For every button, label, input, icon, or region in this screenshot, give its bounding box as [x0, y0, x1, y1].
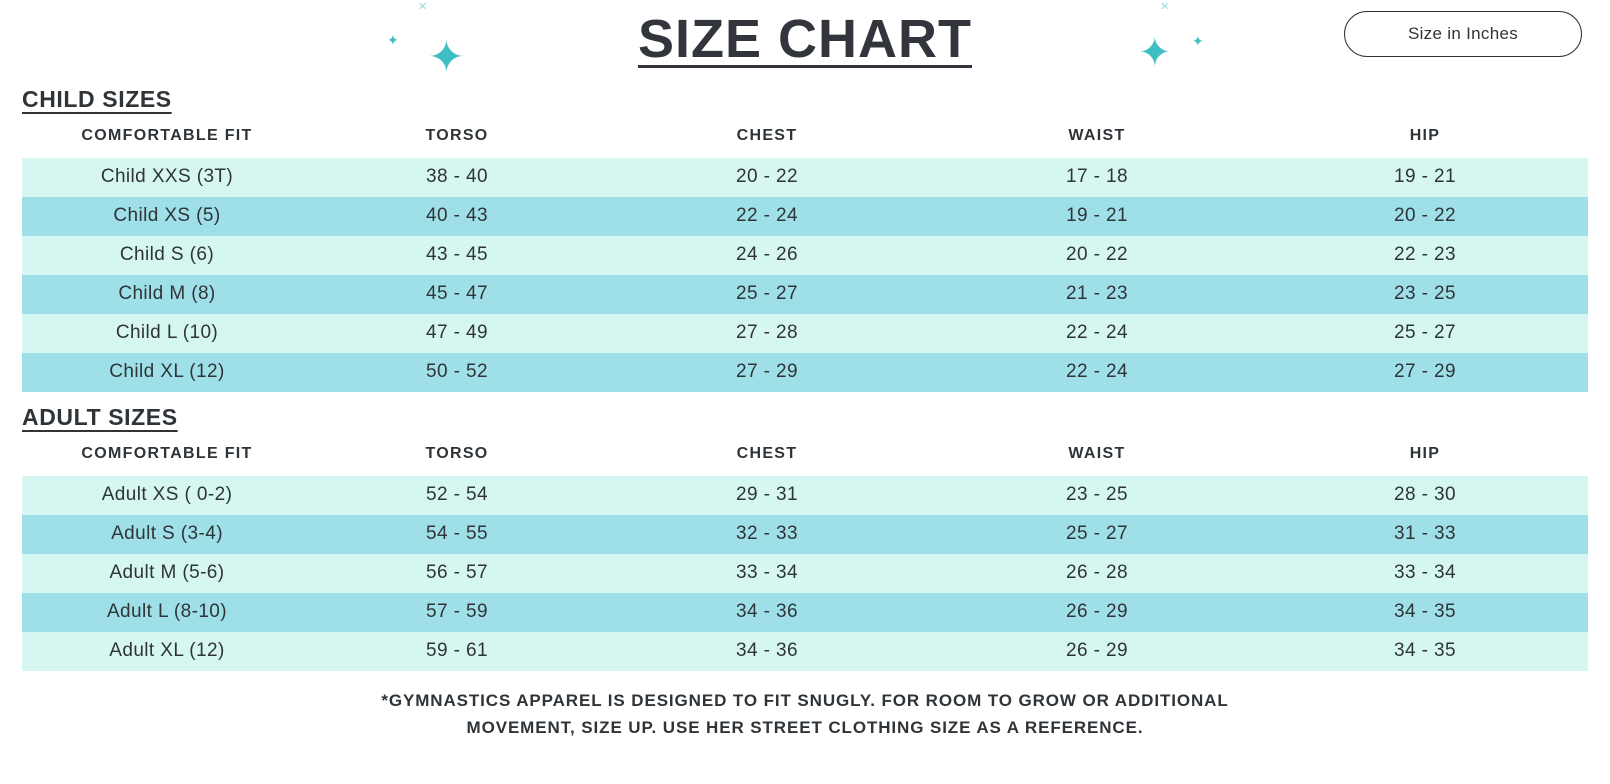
- table-row: [22, 554, 1588, 593]
- adult-sizes-heading: ADULT SIZES: [22, 404, 178, 430]
- cell-torso: 45 - 47: [312, 275, 602, 314]
- cell-hip: 23 - 25: [1262, 275, 1588, 314]
- cell-hip: 19 - 21: [1262, 158, 1588, 197]
- cell-chest: 22 - 24: [602, 197, 932, 236]
- cell-hip: 27 - 29: [1262, 353, 1588, 392]
- cell-torso: 43 - 45: [312, 236, 602, 275]
- column-header-torso: TORSO: [425, 127, 489, 144]
- page-title: SIZE CHART: [638, 9, 972, 69]
- table-row: [22, 236, 1588, 275]
- cell-torso: 38 - 40: [312, 158, 602, 197]
- column-header-hip: HIP: [1409, 445, 1441, 462]
- cell-chest: 27 - 29: [602, 353, 932, 392]
- cell-waist: 25 - 27: [932, 515, 1262, 554]
- cell-hip: 33 - 34: [1262, 554, 1588, 593]
- cell-hip: 31 - 33: [1262, 515, 1588, 554]
- column-header-hip: HIP: [1409, 127, 1441, 144]
- cell-hip: 25 - 27: [1262, 314, 1588, 353]
- cell-chest: 20 - 22: [602, 158, 932, 197]
- fit-note-line-2: MOVEMENT, SIZE UP. USE HER STREET CLOTHING SIZE AS A REFERENCE.: [466, 718, 1144, 738]
- cell-chest: 27 - 28: [602, 314, 932, 353]
- cell-chest: 34 - 36: [602, 593, 932, 632]
- column-header-waist: WAIST: [1068, 127, 1126, 144]
- cell-waist: 26 - 28: [932, 554, 1262, 593]
- child-sizes-section: [0, 86, 1610, 392]
- sparkle-dot-icon: ✕: [1160, 1, 1170, 13]
- sparkle-dot-icon: ✕: [418, 1, 428, 13]
- cell-fit: Child XXS (3T): [22, 158, 312, 197]
- cell-fit: Adult M (5-6): [22, 554, 312, 593]
- cell-chest: 34 - 36: [602, 632, 932, 671]
- table-row: [22, 275, 1588, 314]
- cell-torso: 40 - 43: [312, 197, 602, 236]
- cell-waist: 26 - 29: [932, 632, 1262, 671]
- child-sizes-table: [22, 113, 1588, 392]
- cell-fit: Child M (8): [22, 275, 312, 314]
- size-units-toggle-button[interactable]: Size in Inches: [1344, 11, 1582, 57]
- cell-chest: 33 - 34: [602, 554, 932, 593]
- cell-hip: 34 - 35: [1262, 632, 1588, 671]
- cell-waist: 17 - 18: [932, 158, 1262, 197]
- cell-chest: 32 - 33: [602, 515, 932, 554]
- cell-torso: 52 - 54: [312, 476, 602, 515]
- fit-note: [0, 687, 1610, 741]
- column-header-fit: COMFORTABLE FIT: [81, 445, 253, 462]
- column-header-torso: TORSO: [425, 445, 489, 462]
- cell-fit: Adult L (8-10): [22, 593, 312, 632]
- column-header-waist: WAIST: [1068, 445, 1126, 462]
- cell-waist: 19 - 21: [932, 197, 1262, 236]
- table-header-row: [22, 113, 1588, 158]
- cell-hip: 20 - 22: [1262, 197, 1588, 236]
- sparkle-small-icon: ✦: [387, 32, 399, 48]
- cell-torso: 56 - 57: [312, 554, 602, 593]
- adult-sizes-table: [22, 431, 1588, 671]
- fit-note-line-1: *GYMNASTICS APPAREL IS DESIGNED TO FIT SNUGLY. FOR ROOM TO GROW OR ADDITIONAL: [381, 691, 1229, 710]
- cell-waist: 20 - 22: [932, 236, 1262, 275]
- cell-waist: 21 - 23: [932, 275, 1262, 314]
- table-row: [22, 515, 1588, 554]
- cell-hip: 34 - 35: [1262, 593, 1588, 632]
- adult-sizes-section: [0, 404, 1610, 671]
- cell-chest: 29 - 31: [602, 476, 932, 515]
- cell-torso: 57 - 59: [312, 593, 602, 632]
- cell-fit: Adult S (3-4): [22, 515, 312, 554]
- table-row: [22, 314, 1588, 353]
- cell-fit: Adult XL (12): [22, 632, 312, 671]
- cell-waist: 22 - 24: [932, 314, 1262, 353]
- table-header-row: [22, 431, 1588, 476]
- sparkle-icon: ✦: [428, 33, 465, 82]
- cell-chest: 25 - 27: [602, 275, 932, 314]
- cell-fit: Child XS (5): [22, 197, 312, 236]
- table-row: [22, 593, 1588, 632]
- cell-hip: 28 - 30: [1262, 476, 1588, 515]
- cell-torso: 59 - 61: [312, 632, 602, 671]
- table-row: [22, 632, 1588, 671]
- table-row: [22, 353, 1588, 392]
- cell-fit: Adult XS ( 0-2): [22, 476, 312, 515]
- cell-torso: 50 - 52: [312, 353, 602, 392]
- table-row: [22, 158, 1588, 197]
- cell-waist: 23 - 25: [932, 476, 1262, 515]
- column-header-chest: CHEST: [736, 127, 798, 144]
- table-row: [22, 197, 1588, 236]
- cell-waist: 22 - 24: [932, 353, 1262, 392]
- cell-fit: Child XL (12): [22, 353, 312, 392]
- cell-fit: Child S (6): [22, 236, 312, 275]
- cell-fit: Child L (10): [22, 314, 312, 353]
- sparkle-icon: ✦: [1138, 31, 1172, 75]
- cell-chest: 24 - 26: [602, 236, 932, 275]
- column-header-fit: COMFORTABLE FIT: [81, 127, 253, 144]
- column-header-chest: CHEST: [736, 445, 798, 462]
- page-header: [0, 0, 1610, 82]
- cell-torso: 47 - 49: [312, 314, 602, 353]
- sparkle-small-icon: ✦: [1192, 33, 1204, 49]
- cell-waist: 26 - 29: [932, 593, 1262, 632]
- cell-hip: 22 - 23: [1262, 236, 1588, 275]
- child-sizes-heading: CHILD SIZES: [22, 86, 172, 112]
- table-row: [22, 476, 1588, 515]
- cell-torso: 54 - 55: [312, 515, 602, 554]
